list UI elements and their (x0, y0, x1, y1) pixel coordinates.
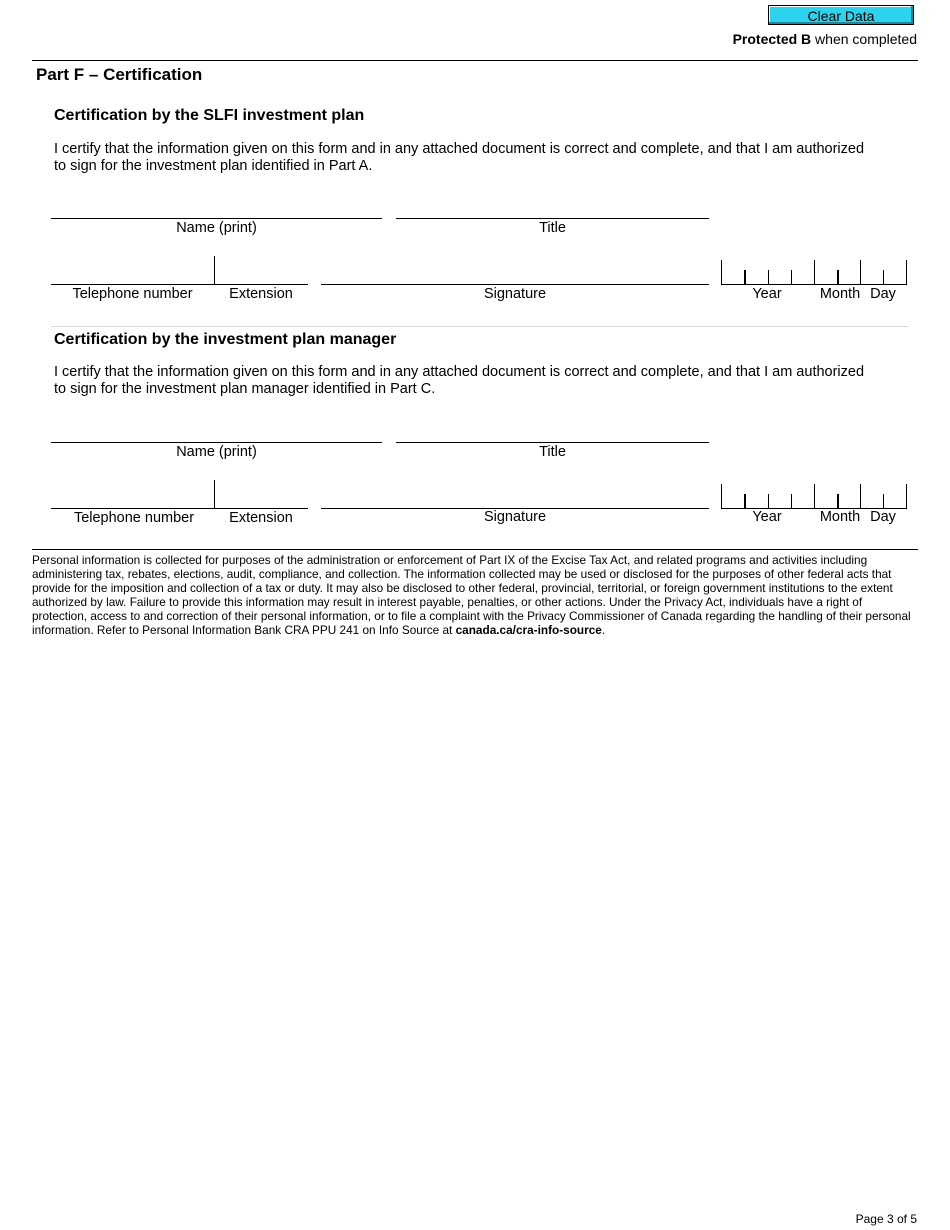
manager-title-input[interactable] (397, 420, 707, 440)
privacy-end: . (601, 623, 606, 637)
slfi-title-label: Title (539, 220, 566, 236)
slfi-signature-line (321, 284, 709, 285)
slfi-extension-label: Extension (229, 286, 293, 302)
section-divider (51, 326, 908, 327)
manager-phone-line (51, 508, 308, 509)
slfi-date-tick (860, 260, 861, 284)
slfi-date-tick (837, 270, 839, 284)
slfi-date-tick (906, 260, 907, 284)
privacy-text: Personal information is collected for purposes of the administration or enforcement of Part IX of the Excise Tax Act, and related programs and activities including administering tax, rebates, elections, audit, compliance, and collection. The information collected may be used or disclosed for the purposes of other federal acts that provide for the imposition and collection of a tax or duty. It may also be disclosed to other federal, provincial, territorial, or foreign government institutions to the extent authorized by law. Failure to provide this information may result in interest payable, penalties, or other actions. Under the Privacy Act, individuals have a right of protection, access to and correction of their personal information, or to file a complaint with the Privacy Commissioner of Canada regarding the handling of their personal information. Refer to Personal Information Bank CRA PPU 241 on Info Source at (32, 553, 911, 637)
manager-day-label: Day (870, 509, 896, 525)
manager-month-label: Month (819, 509, 861, 525)
manager-date-tick (906, 484, 907, 508)
slfi-date-tick (883, 270, 884, 284)
slfi-date-tick (721, 260, 722, 284)
top-divider (32, 60, 918, 61)
protected-b-suffix: when completed (811, 31, 917, 47)
manager-signature-input[interactable] (322, 486, 707, 506)
slfi-title-line (396, 218, 709, 219)
manager-name-line (51, 442, 382, 443)
protected-b-notice (733, 31, 917, 47)
page-number: Page 3 of 5 (855, 1212, 917, 1226)
manager-date-tick (768, 494, 769, 508)
certification-text-slfi: I certify that the information given on this form and in any attached document is correct and complete, and that I am authorized to sign for the investment plan identified in Part A. (54, 141, 865, 174)
manager-date-tick (814, 484, 815, 508)
slfi-signature-label: Signature (483, 286, 547, 302)
slfi-extension-input[interactable] (217, 262, 306, 282)
manager-date-tick (837, 494, 839, 508)
slfi-telephone-input[interactable] (52, 262, 212, 282)
part-title: Part F – Certification (36, 65, 203, 84)
manager-date-tick (721, 484, 722, 508)
slfi-date-tick (814, 260, 815, 284)
manager-extension-input[interactable] (217, 486, 306, 506)
manager-title-line (396, 442, 709, 443)
manager-extension-label: Extension (229, 510, 293, 526)
manager-date-tick (883, 494, 884, 508)
privacy-notice (32, 553, 912, 637)
manager-date-tick (744, 494, 746, 508)
slfi-signature-input[interactable] (322, 262, 707, 282)
slfi-name-input[interactable] (52, 196, 380, 216)
slfi-date-field[interactable] (721, 260, 907, 284)
manager-telephone-input[interactable] (52, 486, 212, 506)
slfi-year-label: Year (752, 286, 782, 302)
manager-signature-label: Signature (483, 509, 547, 525)
manager-year-label: Year (752, 509, 782, 525)
slfi-phone-divider (214, 256, 215, 284)
clear-data-button[interactable]: Clear Data (768, 5, 914, 25)
slfi-name-label: Name (print) (176, 220, 257, 236)
privacy-divider (32, 549, 918, 550)
slfi-date-tick (744, 270, 746, 284)
certification-text-manager: I certify that the information given on this form and in any attached document is correct and complete, and that I am authorized to sign for the investment plan manager identified in Part C. (54, 364, 865, 397)
manager-date-tick (860, 484, 861, 508)
slfi-title-input[interactable] (397, 196, 707, 216)
slfi-date-tick (768, 270, 769, 284)
manager-name-label: Name (print) (176, 444, 257, 460)
info-source-link: canada.ca/cra-info-source (455, 623, 602, 637)
manager-telephone-label: Telephone number (73, 510, 195, 526)
slfi-name-line (51, 218, 382, 219)
slfi-day-label: Day (870, 286, 896, 302)
manager-title-label: Title (539, 444, 566, 460)
section-title-slfi: Certification by the SLFI investment plan (54, 107, 365, 124)
manager-date-field[interactable] (721, 484, 907, 508)
protected-b-label: Protected B (732, 31, 812, 47)
manager-phone-divider (214, 480, 215, 508)
slfi-telephone-label: Telephone number (72, 286, 193, 302)
slfi-date-tick (791, 270, 792, 284)
slfi-phone-line (51, 284, 308, 285)
manager-date-tick (791, 494, 792, 508)
manager-name-input[interactable] (52, 420, 380, 440)
section-title-manager: Certification by the investment plan manager (54, 331, 397, 348)
slfi-month-label: Month (819, 286, 861, 302)
slfi-date-baseline (721, 284, 907, 285)
